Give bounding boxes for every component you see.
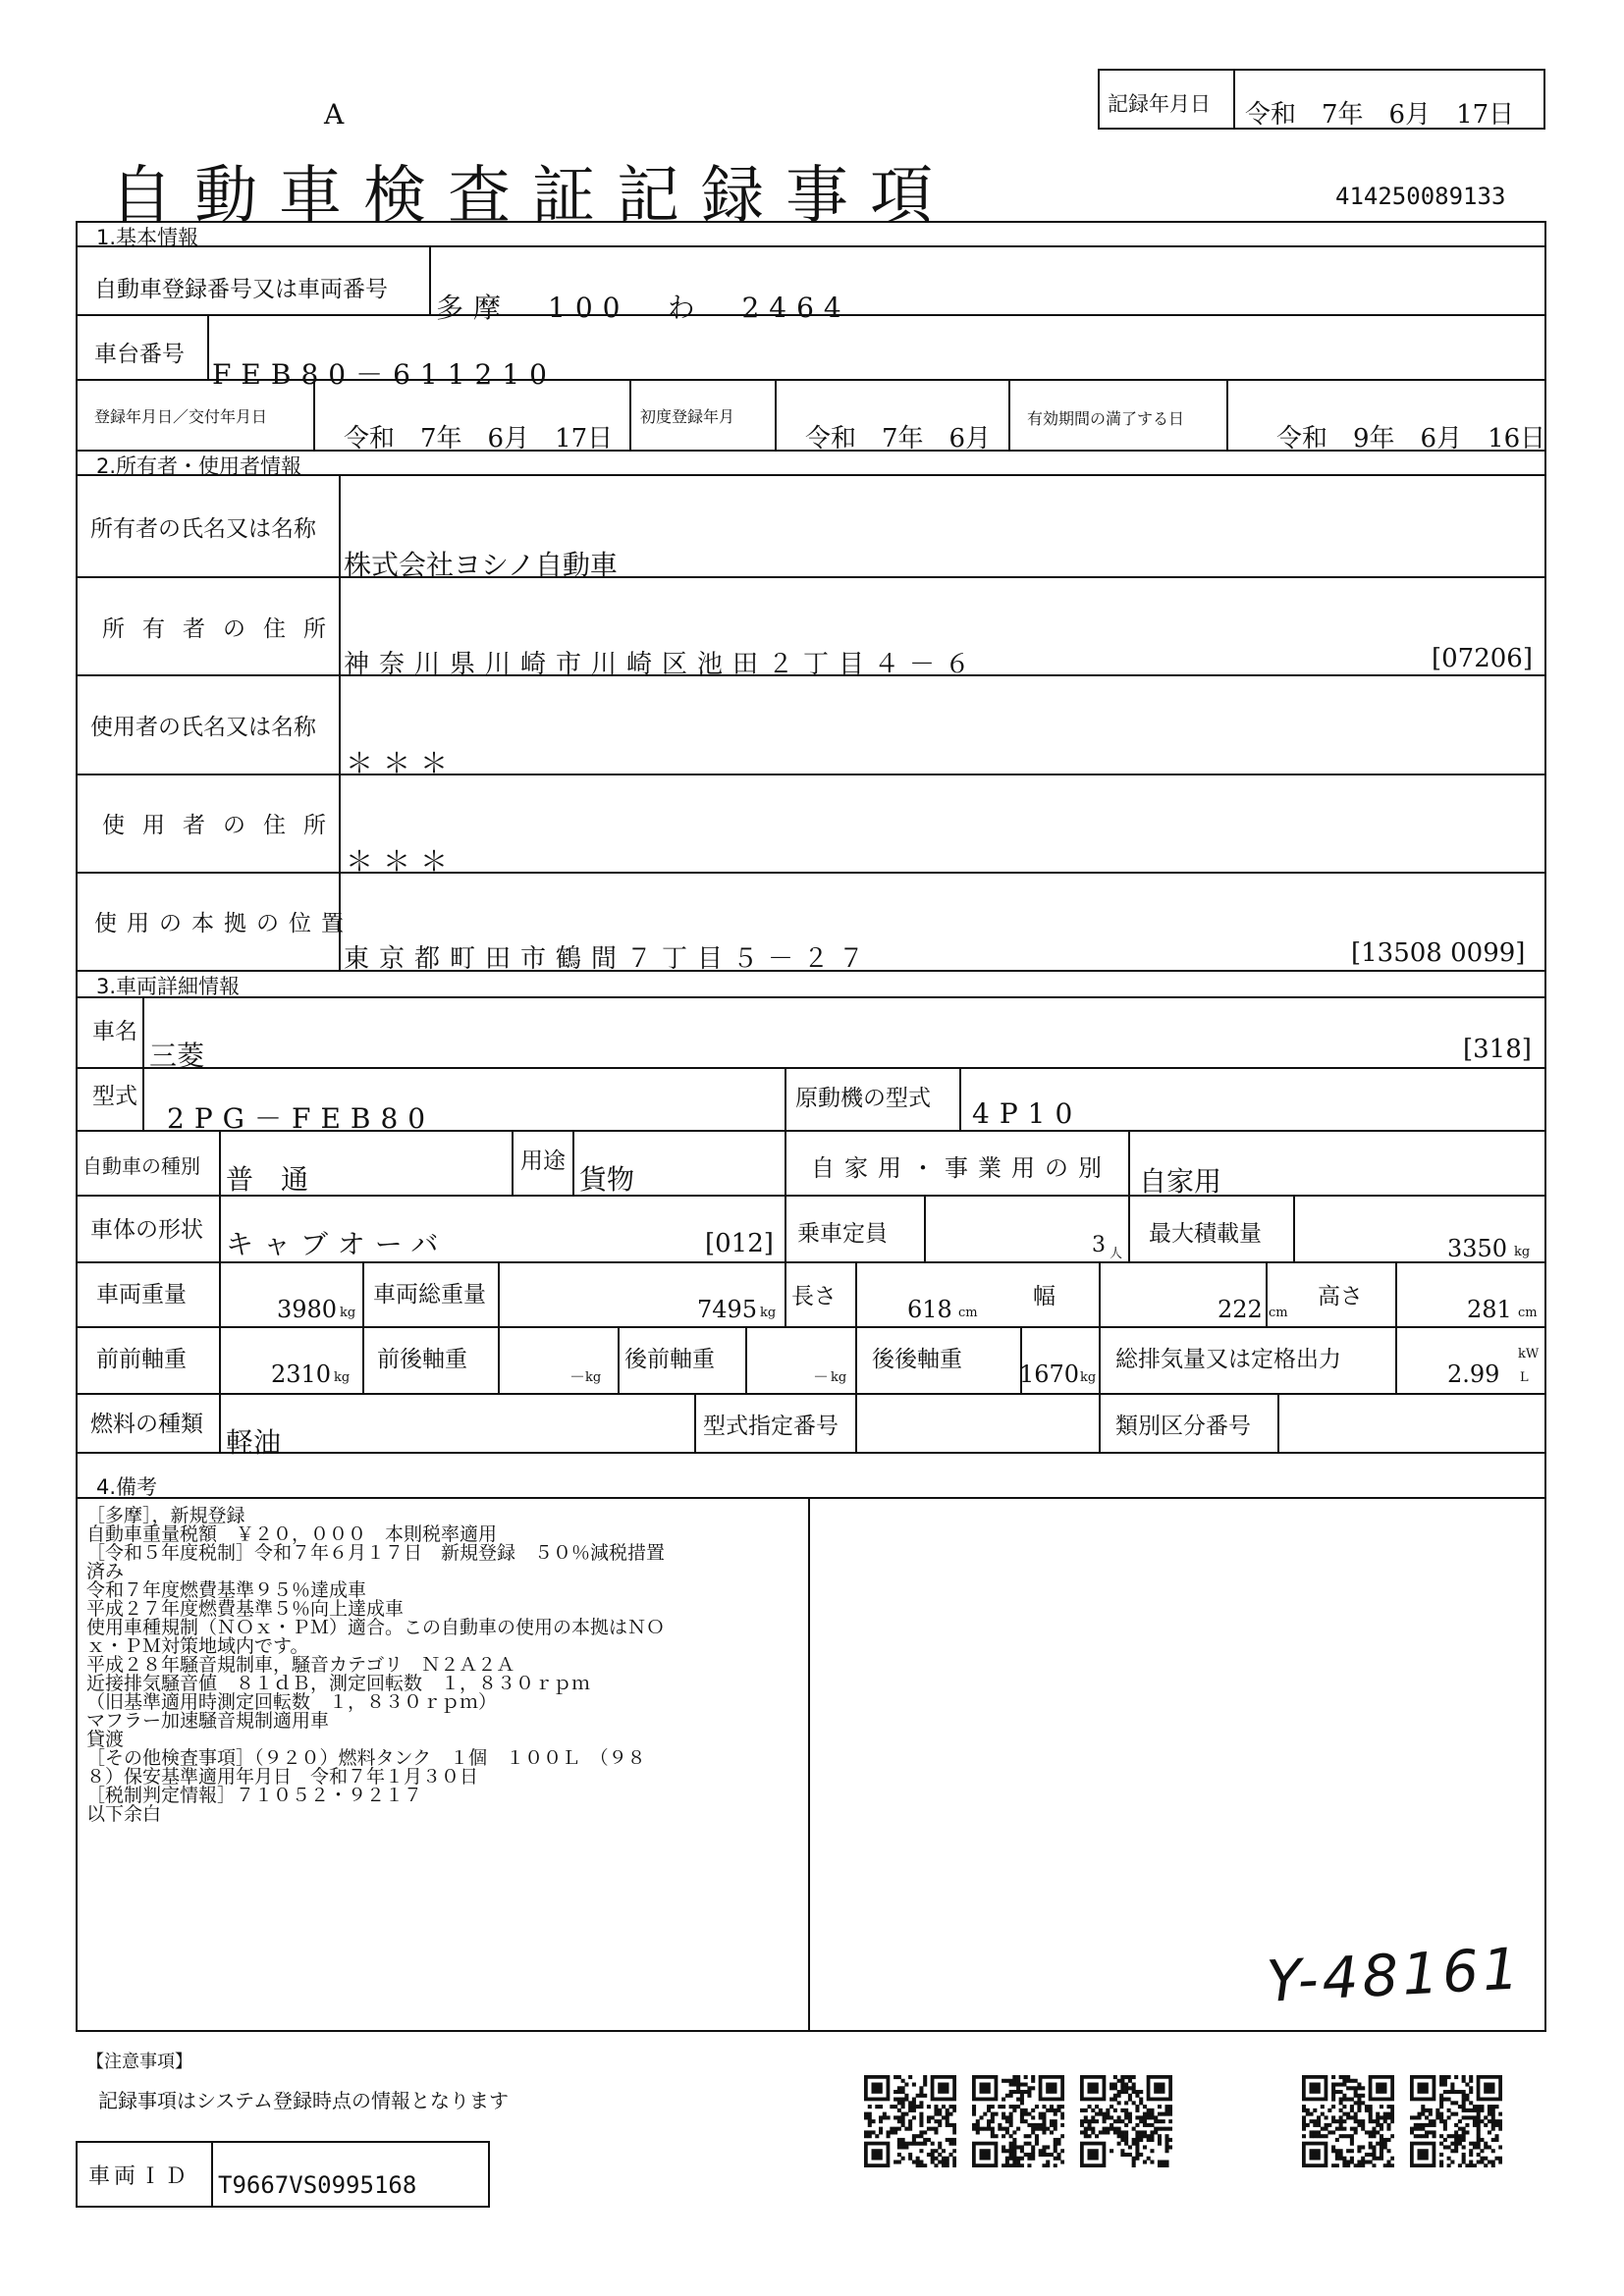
class-number-label: 類別区分番号 [1115,1414,1251,1439]
section4-heading: 4.備考 [96,1475,158,1499]
displacement-label: 総排気量又は定格出力 [1115,1347,1341,1372]
weight-unit: kg [340,1306,356,1320]
use-label: 用途 [520,1148,566,1174]
remark-line: ［多摩］，新規登録 [86,1505,245,1526]
user-name-label: 使用者の氏名又は名称 [90,715,316,740]
remark-line: 以下余白 [86,1803,162,1825]
qr-code-icon [1080,2075,1172,2167]
qr-code-icon [972,2075,1064,2167]
remark-line: ［税制判定情報］７１０５２・９２１７ [86,1785,423,1806]
height-value: 281 [1467,1296,1512,1323]
rr-axle-value: 1670 [1019,1361,1080,1388]
kind-value: 普 通 [226,1163,309,1196]
fuel-label: 燃料の種類 [90,1412,203,1437]
use-value: 貨物 [579,1163,635,1196]
car-name-code: [318] [1463,1035,1532,1064]
rf-axle-unit: kg [831,1370,847,1385]
base-code: [13508 0099] [1351,938,1526,968]
weight-label: 車両重量 [96,1282,187,1308]
remark-line: 済み [86,1561,125,1582]
engine-value: 4P10 [972,1097,1083,1130]
remark-line: 平成２８年騒音規制車，騒音カテゴリ Ｎ２Ａ２Ａ [86,1654,515,1676]
first-reg-value: 令和 7年 6月 [805,424,992,454]
section2-heading: 2.所有者・使用者情報 [96,454,302,478]
fr-axle-unit: kg [585,1370,602,1385]
remark-line: ８）保安基準適用年月日 令和７年１月３０日 [86,1766,479,1788]
displacement-unit-kw: kW [1518,1347,1540,1362]
car-name-value: 三菱 [149,1040,205,1072]
owner-address-code: [07206] [1432,644,1533,673]
reg-no-value: 多摩 100 わ 2464 [436,292,851,324]
max-load-value: 3350 [1447,1235,1508,1262]
displacement-value: 2.99 [1447,1361,1500,1388]
remark-line: 近接排気騒音値 ８１ｄＢ，測定回転数 １，８３０ｒｐｍ [86,1673,591,1694]
user-address-value: ＊＊＊ [346,845,459,878]
capacity-unit: 人 [1110,1247,1123,1261]
expiry-value: 令和 9年 6月 16日 [1276,424,1546,454]
ff-axle-value: 2310 [271,1361,332,1388]
base-label: 使用の本拠の位置 [94,911,353,936]
rf-axle-label: 後前軸重 [624,1347,715,1372]
rf-axle-value: － [813,1367,830,1386]
reg-date-value: 令和 7年 6月 17日 [344,424,614,454]
fr-axle-label: 前後軸重 [377,1347,467,1372]
owner-address-label: 所有者の住所 [102,616,344,642]
capacity-value: 3 [1092,1233,1106,1257]
body-value: キャブオーバ [226,1228,449,1260]
notice-text: 記録事項はシステム登録時点の情報となります [98,2089,509,2112]
remark-line: ［その他検査事項］（９２０）燃料タンク １個 １００Ｌ （９８ [86,1747,646,1769]
owner-address-value: 神奈川県川崎市川崎区池田２丁目４－６ [344,650,981,679]
remark-line: ［令和５年度税制］令和７年６月１７日 新規登録 ５０％減税措置 [86,1542,666,1564]
max-load-unit: kg [1514,1245,1531,1259]
remark-line: マフラー加速騒音規制適用車 [86,1710,330,1732]
gross-weight-unit: kg [760,1306,777,1320]
width-value: 222 [1218,1296,1263,1323]
ff-axle-unit: kg [334,1370,351,1385]
base-value: 東京都町田市鶴間７丁目５－２７ [344,944,875,974]
record-date-label: 記録年月日 [1108,92,1211,116]
vehicle-id-value: T9667VS0995168 [218,2171,417,2199]
width-label: 幅 [1033,1284,1056,1309]
fr-axle-value: － [569,1367,586,1386]
remark-line: （旧基準適用時測定回転数 １，８３０ｒｐｍ） [86,1691,498,1713]
capacity-label: 乗車定員 [797,1221,888,1247]
private-label: 自家用・事業用の別 [811,1154,1111,1182]
owner-name-value: 株式会社ヨシノ自動車 [344,549,618,581]
rr-axle-label: 後後軸重 [872,1347,962,1372]
length-label: 長さ [791,1284,837,1309]
record-date-value: 令和 7年 6月 17日 [1245,100,1515,130]
remark-line: ｘ・ＰＭ対策地域内です。 [86,1635,309,1657]
width-unit: cm [1269,1306,1288,1320]
qr-code-icon [864,2075,956,2167]
section1-heading: 1.基本情報 [96,226,199,249]
form-mark: A [324,98,345,131]
remarks-text [86,1507,813,1824]
qr-code-icon [1302,2075,1394,2167]
expiry-label: 有効期間の満了する日 [1027,409,1185,428]
length-value: 618 [907,1296,952,1323]
length-unit: cm [958,1306,978,1320]
type-designation-label: 型式指定番号 [703,1414,839,1439]
model-label: 型式 [92,1084,137,1109]
remark-line: 使用車種規制（ＮＯｘ・ＰＭ）適合。この自動車の使用の本拠はＮＯ [86,1617,666,1638]
rr-axle-unit: kg [1080,1370,1097,1385]
kind-label: 自動車の種別 [82,1154,200,1178]
qr-code-icon [1410,2075,1502,2167]
remark-line: 令和７年度燃費基準９５％達成車 [86,1579,367,1601]
handwritten-note: Y-48161 [1265,1935,1525,2015]
model-value: 2PG－FEB80 [167,1102,436,1135]
ff-axle-label: 前前軸重 [96,1347,187,1372]
engine-label: 原動機の型式 [795,1086,931,1111]
first-reg-label: 初度登録年月 [640,407,735,426]
reg-no-label: 自動車登録番号又は車両番号 [94,277,388,302]
vehicle-id-label: 車両ＩＤ [88,2164,191,2189]
private-value: 自家用 [1139,1165,1222,1198]
user-address-label: 使用者の住所 [102,813,344,838]
body-code: [012] [705,1229,774,1258]
user-name-value: ＊＊＊ [346,747,459,779]
max-load-label: 最大積載量 [1149,1221,1262,1247]
remark-line: 自動車重量税額 ￥２０，０００ 本則税率適用 [86,1523,498,1545]
remark-line: 貸渡 [86,1729,125,1750]
notice-heading: 【注意事項】 [86,2052,192,2072]
body-label: 車体の形状 [90,1217,203,1243]
chassis-label: 車台番号 [94,342,185,367]
section3-heading: 3.車両詳細情報 [96,975,241,998]
page-title: 自動車検査証記録事項 [110,160,954,233]
gross-weight-value: 7495 [697,1296,758,1323]
reg-date-label: 登録年月日／交付年月日 [94,407,268,426]
remark-line: 平成２７年度燃費基準５％向上達成車 [86,1598,405,1620]
height-unit: cm [1518,1306,1538,1320]
fuel-value: 軽油 [226,1426,282,1459]
owner-name-label: 所有者の氏名又は名称 [90,516,316,542]
chassis-value: FEB80－611210 [212,358,557,391]
weight-value: 3980 [277,1296,338,1323]
displacement-unit-l: L [1520,1370,1529,1385]
gross-weight-label: 車両総重量 [373,1282,486,1308]
document-number: 414250089133 [1335,183,1506,210]
height-label: 高さ [1318,1284,1363,1309]
car-name-label: 車名 [92,1019,137,1044]
